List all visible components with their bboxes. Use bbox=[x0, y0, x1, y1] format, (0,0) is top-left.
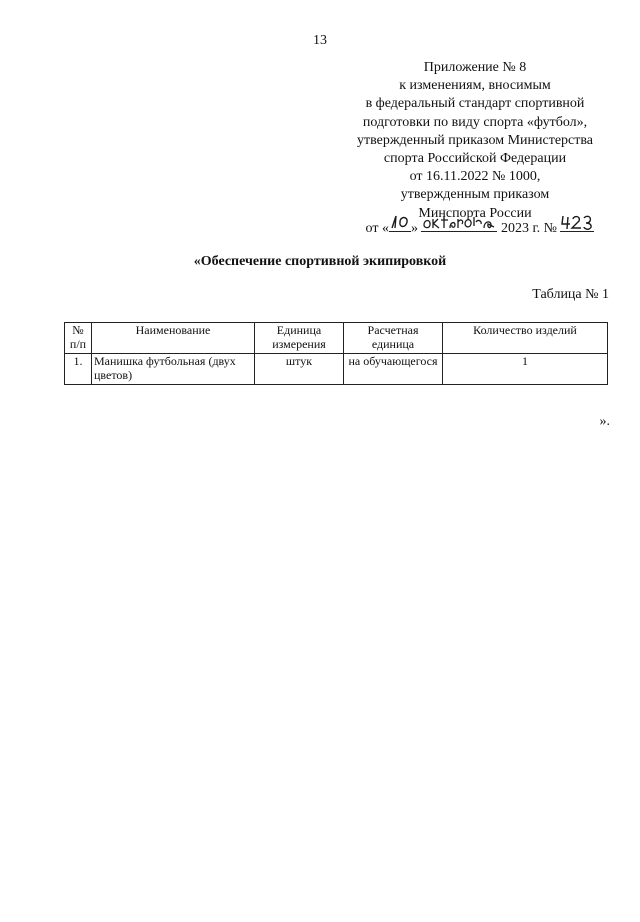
table-cell: штук bbox=[255, 354, 344, 385]
date-prefix: от « bbox=[365, 221, 389, 236]
appendix-line: в федеральный стандарт спортивной bbox=[365, 96, 585, 112]
table-caption: Таблица № 1 bbox=[532, 287, 609, 302]
page-number: 13 bbox=[313, 33, 327, 48]
section-heading: «Обеспечение спортивной экипировкой bbox=[193, 254, 447, 269]
appendix-line: утвержденный приказом Министерства bbox=[356, 132, 594, 148]
date-quote-close: » bbox=[410, 221, 418, 236]
table-row bbox=[65, 354, 608, 385]
header-cell: Количество изделий bbox=[443, 323, 608, 354]
header-cell: Наименование bbox=[92, 323, 255, 354]
table-cell: на обучающегося bbox=[344, 354, 443, 385]
appendix-line: Минспорта России bbox=[418, 205, 532, 221]
table-cell: Манишка футбольная (двух цветов) bbox=[92, 354, 255, 385]
table-header-row bbox=[65, 323, 608, 354]
appendix-block bbox=[330, 59, 620, 223]
appendix-line: Приложение № 8 bbox=[423, 60, 527, 75]
handwritten-day bbox=[389, 213, 411, 232]
equipment-table bbox=[64, 322, 608, 385]
appendix-line: к изменениям, вносимым bbox=[399, 78, 551, 94]
handwritten-order-number bbox=[560, 213, 594, 232]
table-cell: 1. bbox=[65, 354, 92, 385]
appendix-line: утвержденным приказом bbox=[400, 187, 550, 203]
header-cell: Единица измерения bbox=[255, 323, 344, 354]
header-cell: № п/п bbox=[65, 323, 92, 354]
appendix-line: подготовки по виду спорта «футбол», bbox=[362, 114, 588, 130]
table-cell: 1 bbox=[443, 354, 608, 385]
order-date-line bbox=[335, 213, 625, 235]
closing-quote: ». bbox=[599, 414, 610, 429]
handwritten-month bbox=[421, 213, 497, 232]
appendix-line: от 16.11.2022 № 1000, bbox=[409, 169, 541, 185]
appendix-line: спорта Российской Федерации bbox=[383, 151, 567, 167]
header-cell: Расчетная единица bbox=[344, 323, 443, 354]
date-year: 2023 г. № bbox=[500, 221, 557, 236]
